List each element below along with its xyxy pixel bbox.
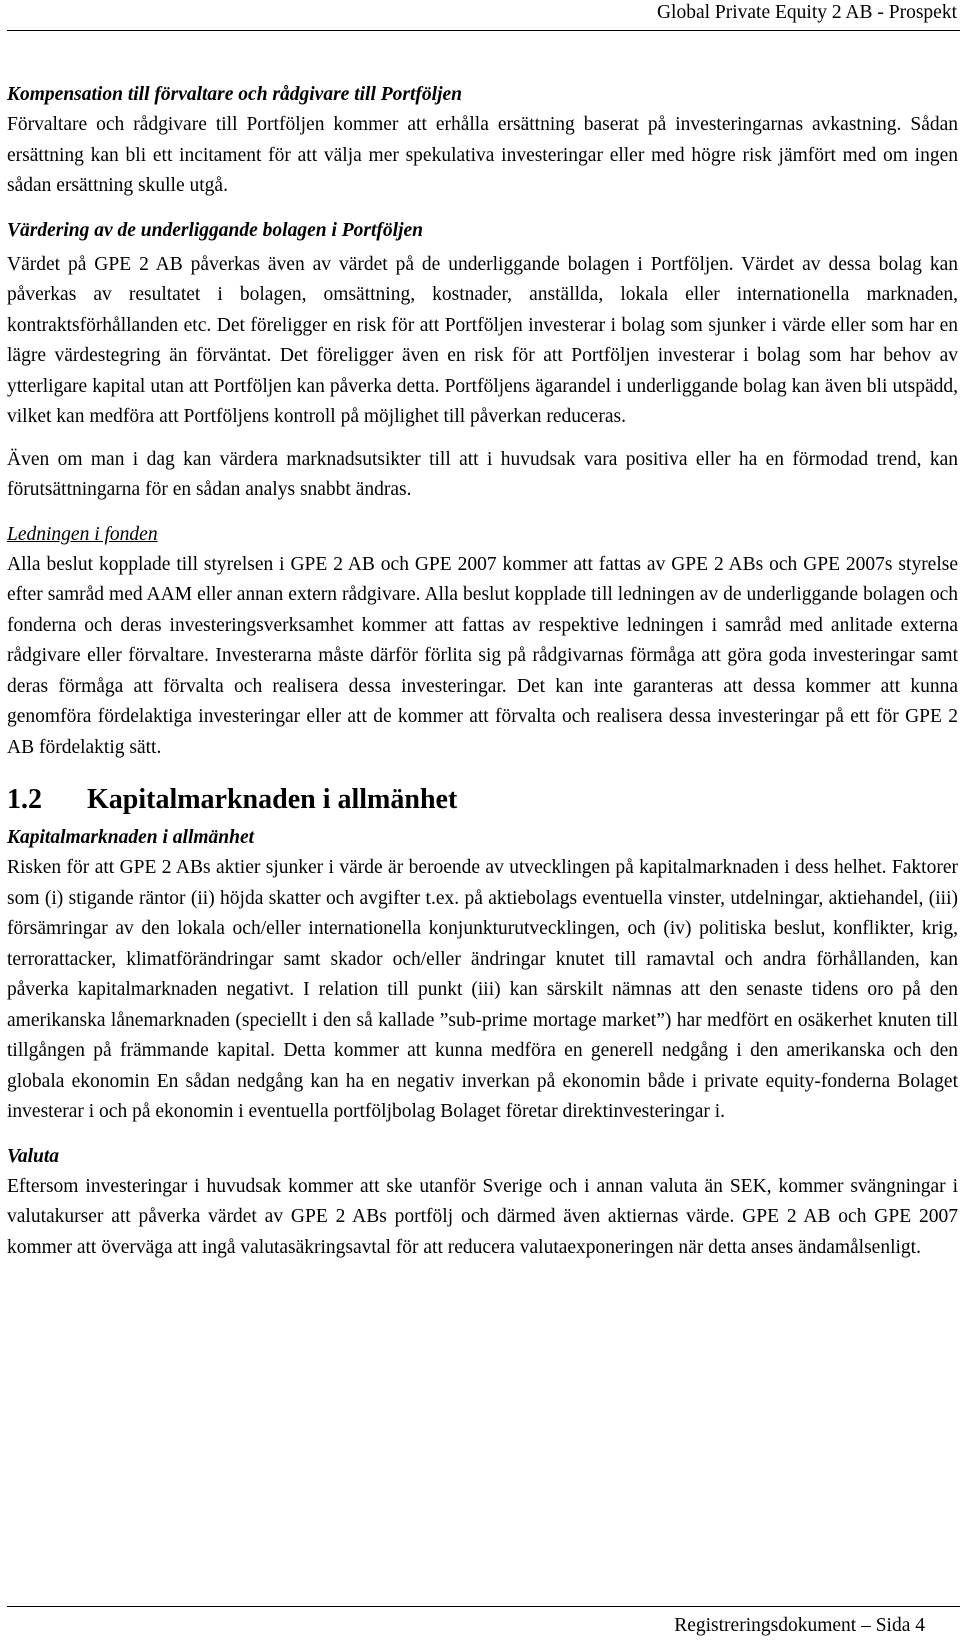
paragraph-kapitalmarknaden: Risken för att GPE 2 ABs aktier sjunker i värde är beroende av utvecklingen på kapitalmarknaden i dess helhet. Faktorer som (i) stigande räntor (ii) höjda skatter och avgifter t.ex. på aktiebolags eventuella vinster, utdelningar, aktiehandel, (iii) försämringar av den lokala och/eller internationella konjunkturutvecklingen, och (iv) politiska beslut, konflikter, krig, terrorattacker, klimatförändringar samt skador och/eller ändringar knutet till ramavtal och andra förhållanden, kan påverka kapitalmarknaden negativt. I relation till punkt (iii) kan särskilt nämnas att den senaste tidens oro på den amerikanska lånemarknaden (speciellt i den så kallade ”sub-prime mortage market”) har medfört en osäkerhet knuten till tillgången på främmande kapital. Detta kommer att kunna medföra en generell nedgång i den amerikanska och den globala ekonomin En sådan nedgång kan ha en negativ inverkan på ekonomin både i private equity-fonderna Bolaget investerar i och på ekonomin i eventuella portföljbolag Bolaget företar direktinvesteringar i.: [7, 857, 958, 1122]
paragraph-vardering-1: Värdet på GPE 2 AB påverkas även av värdet på de underliggande bolagen i Portföljen. Värdet av dessa bolag kan påverkas av resultatet i bolagen, omsättning, kostnader, anställda, lokala eller internationella marknaden, kontraktsförhållanden etc. Det föreligger en risk för att Portföljen investerar i bolag som sjunker i värde eller som har en lägre värdestegring än förväntat. Det föreligger även en risk för att Portföljen investerar i bolag som har behov av ytterligare kapital utan att Portföljen kan påverka detta. Portföljens ägarandel i underliggande bolag kan även bli utspädd, vilket kan medföra att Portföljens kontroll på möjlighet till påverkan reduceras.: [7, 253, 958, 427]
paragraph-valuta: Eftersom investeringar i huvudsak kommer att ske utanför Sverige och i annan valuta än SEK, kommer svängningar i valutakurser att påverka värdet av GPE 2 ABs portfölj och därmed även aktiernas värde. GPE 2 AB och GPE 2007 kommer att överväga att ingå valutasäkringsavtal för att reducera valutaexponeringen när detta anses ändamålsenligt.: [7, 1175, 958, 1258]
paragraph-ledningen: Alla beslut kopplade till styrelsen i GPE 2 AB och GPE 2007 kommer att fattas av GPE 2 ABs och GPE 2007s styrelse efter samråd med AAM eller annan extern rådgivare. Alla beslut kopplade till ledningen av de underliggande bolagen och fonderna och deras investeringsverksamhet kommer att fattas av respektive ledningen i samråd med anlitade externa rådgivare eller förvaltare. Investerarna måste därför förlita sig på rådgivarnas förmåga att göra goda investeringar samt deras förmåga att förvalta och realisera dessa investeringar. Det kan inte garanteras att dessa kommer att kunna genomföra fördelaktiga investeringar eller att de kommer att förvalta och realisera dessa investeringar på ett för GPE 2 AB fördelaktig sätt.: [7, 553, 958, 758]
paragraph-kompensation: Förvaltare och rådgivare till Portföljen kommer att erhålla ersättning baserat på investeringarnas avkastning. Sådan ersättning kan bli ett incitament för att välja mer spekulativa investeringar eller med högre risk jämfört med om ingen sådan ersättning skulle utgå.: [7, 114, 958, 196]
paragraph-vardering-2: Även om man i dag kan värdera marknadsutsikter till att i huvudsak vara positiva eller ha en förmodad trend, kan förutsättningarna för en sådan analys snabbt ändras.: [7, 448, 958, 500]
section-number: 1.2: [7, 784, 42, 815]
document-title: Global Private Equity 2 AB - Prospekt: [656, 2, 957, 23]
page-content: [7, 80, 958, 1263]
section-title-text: Kapitalmarknaden i allmänhet: [87, 784, 458, 815]
heading-kompensation: Kompensation till förvaltare och rådgivare till Portföljen: [7, 84, 463, 105]
running-header: [7, 0, 960, 31]
heading-kapitalmarknaden: Kapitalmarknaden i allmänhet: [7, 827, 255, 848]
running-footer: [7, 1606, 960, 1639]
heading-ledningen: Ledningen i fonden: [7, 523, 158, 545]
heading-vardering: Värdering av de underliggande bolagen i Portföljen: [7, 219, 424, 241]
section-title: [7, 783, 958, 817]
page-number: Registreringsdokument – Sida 4: [674, 1615, 925, 1636]
heading-valuta: Valuta: [7, 1145, 60, 1167]
